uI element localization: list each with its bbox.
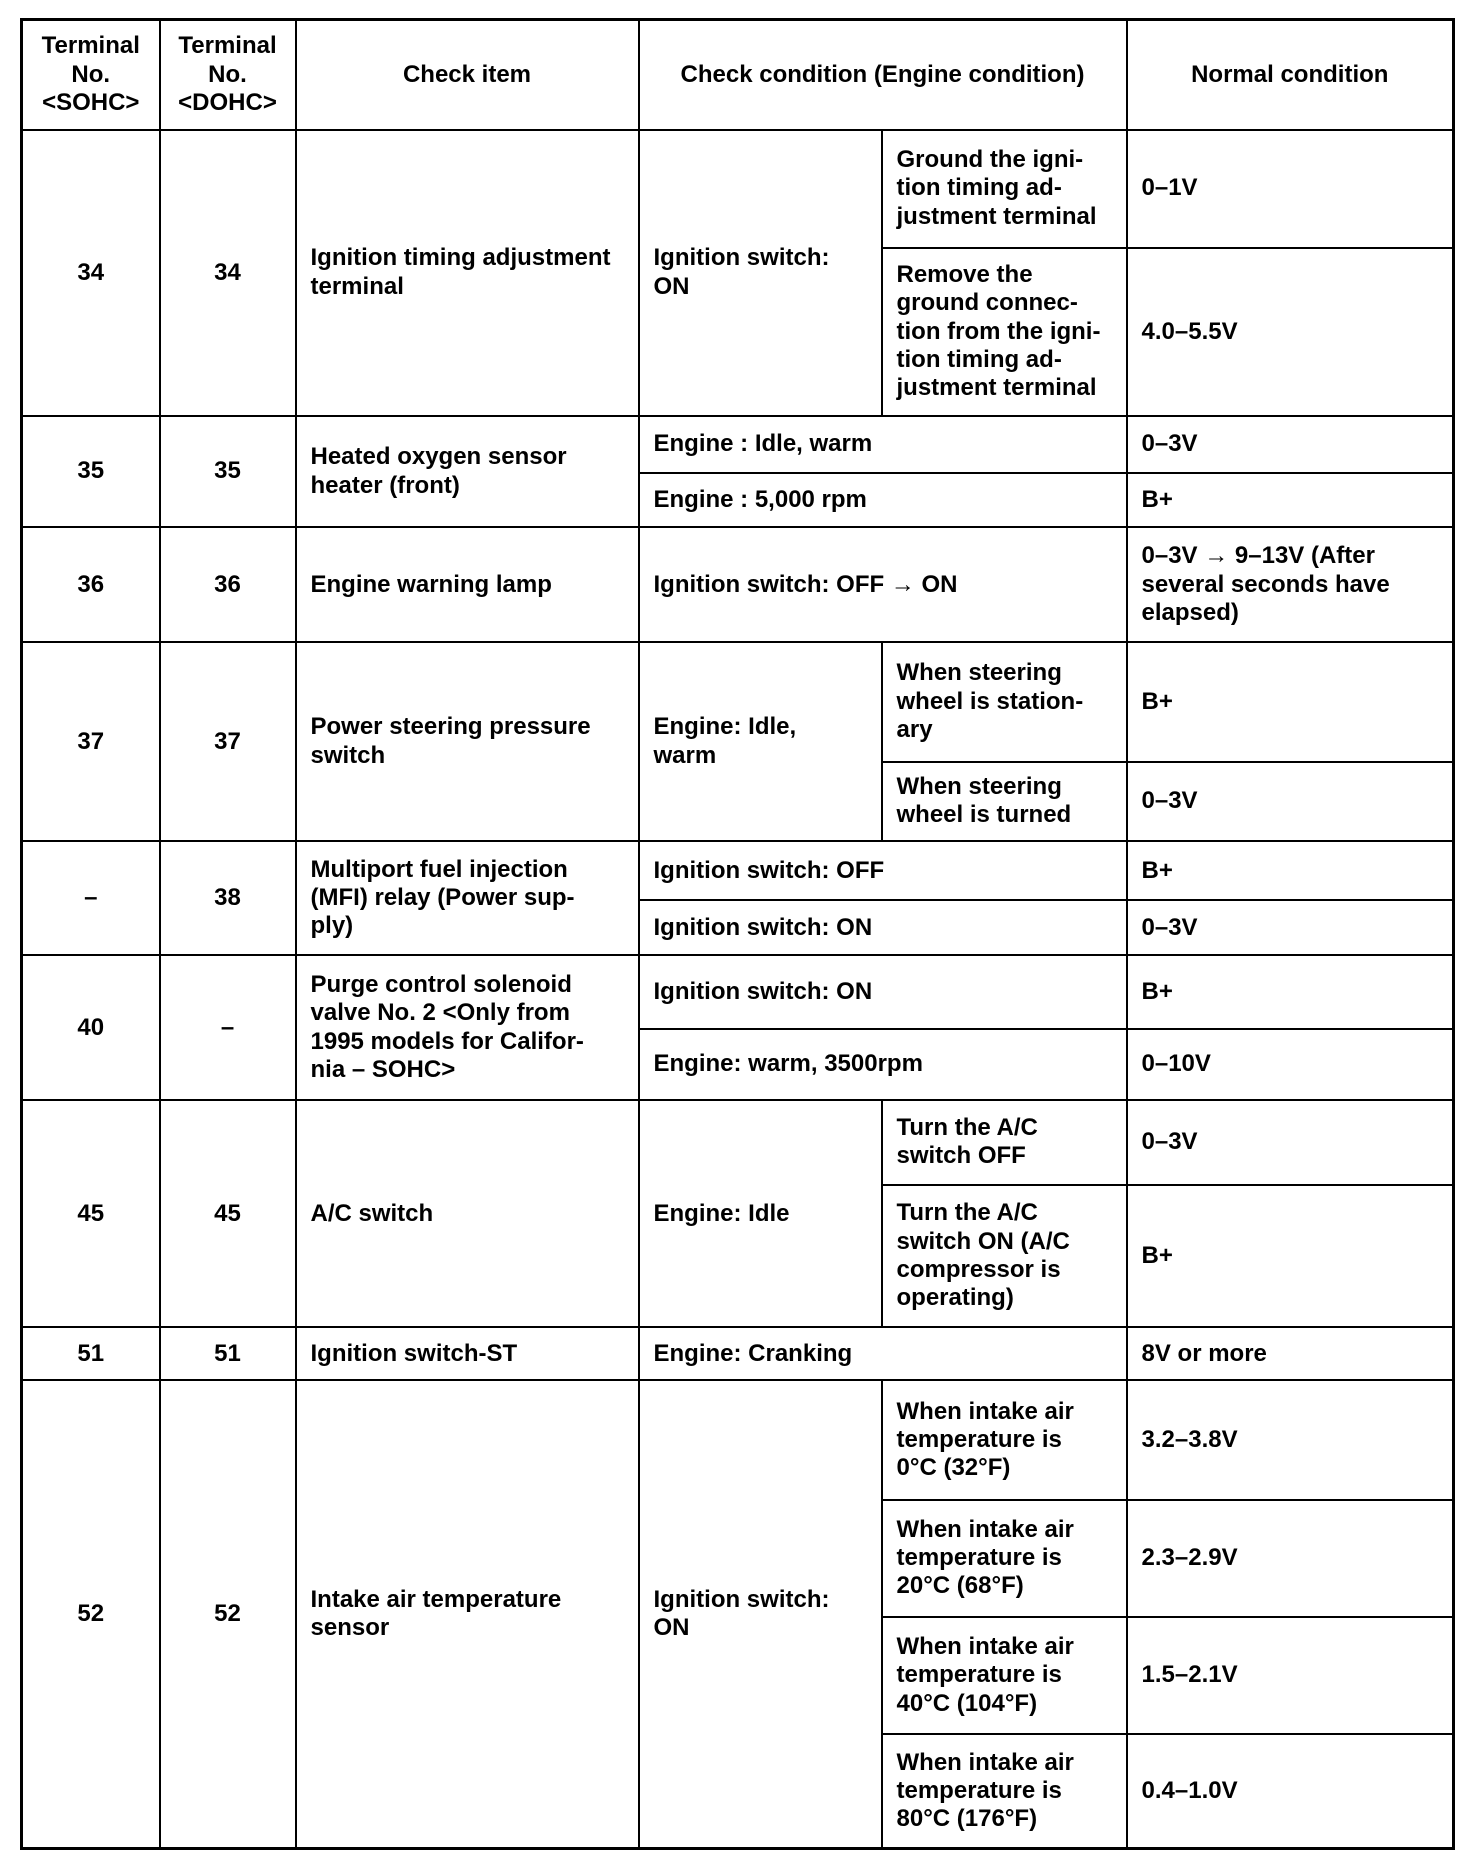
normal-condition: B+: [1127, 841, 1454, 900]
normal-condition: B+: [1127, 473, 1454, 527]
check-condition: Ignition switch: OFF → ON: [639, 527, 1127, 642]
terminal-sohc: 35: [22, 416, 160, 527]
check-sub-condition: When intake air temperature is 20°C (68°F): [882, 1500, 1127, 1617]
check-sub-condition: When intake air temperature is 0°C (32°F): [882, 1380, 1127, 1499]
table-row: [22, 416, 1454, 473]
table-row: [22, 1100, 1454, 1185]
check-sub-condition: When intake air temperature is 80°C (176°F): [882, 1734, 1127, 1848]
check-sub-condition: Turn the A/C switch OFF: [882, 1100, 1127, 1185]
check-sub-condition: Ground the igni- tion timing ad- justment terminal: [882, 130, 1127, 248]
normal-condition: 4.0–5.5V: [1127, 248, 1454, 416]
normal-condition: 2.3–2.9V: [1127, 1500, 1454, 1617]
check-item: Heated oxygen sensor heater (front): [296, 416, 639, 527]
check-item: A/C switch: [296, 1100, 639, 1327]
normal-condition: 0–1V: [1127, 130, 1454, 248]
terminal-sohc: 51: [22, 1327, 160, 1380]
table-row: [22, 841, 1454, 900]
normal-condition: 0.4–1.0V: [1127, 1734, 1454, 1848]
terminal-check-table: [20, 18, 1455, 1850]
check-item: Engine warning lamp: [296, 527, 639, 642]
check-sub-condition: When steering wheel is station- ary: [882, 642, 1127, 761]
normal-condition: B+: [1127, 642, 1454, 761]
check-condition: Ignition switch: OFF: [639, 841, 1127, 900]
terminal-sohc: 45: [22, 1100, 160, 1327]
terminal-dohc: 52: [160, 1380, 296, 1848]
terminal-sohc: 37: [22, 642, 160, 841]
header-normal-condition: Normal condition: [1127, 20, 1454, 130]
normal-condition: B+: [1127, 955, 1454, 1028]
table-row: [22, 642, 1454, 761]
terminal-sohc: 36: [22, 527, 160, 642]
terminal-dohc: –: [160, 955, 296, 1100]
check-condition: Engine: Idle: [639, 1100, 882, 1327]
check-item: Power steering pressure switch: [296, 642, 639, 841]
check-condition: Engine: warm, 3500rpm: [639, 1029, 1127, 1100]
check-item: Intake air temperature sensor: [296, 1380, 639, 1848]
check-condition: Ignition switch: ON: [639, 955, 1127, 1028]
terminal-dohc: 45: [160, 1100, 296, 1327]
check-condition: Engine: Idle, warm: [639, 642, 882, 841]
check-condition: Ignition switch: ON: [639, 130, 882, 416]
check-sub-condition: Turn the A/C switch ON (A/C compressor is operating): [882, 1185, 1127, 1328]
normal-condition: 3.2–3.8V: [1127, 1380, 1454, 1499]
normal-condition: B+: [1127, 1185, 1454, 1328]
terminal-dohc: 36: [160, 527, 296, 642]
check-condition: Ignition switch: ON: [639, 900, 1127, 955]
terminal-sohc: 40: [22, 955, 160, 1100]
check-sub-condition: When intake air temperature is 40°C (104°F): [882, 1617, 1127, 1734]
check-item: Ignition switch-ST: [296, 1327, 639, 1380]
table-row: [22, 130, 1454, 248]
normal-condition: 0–3V: [1127, 416, 1454, 473]
terminal-sohc: –: [22, 841, 160, 955]
header-terminal-dohc: Terminal No. <DOHC>: [160, 20, 296, 130]
check-sub-condition: When steering wheel is turned: [882, 762, 1127, 842]
header-row: [22, 20, 1454, 130]
terminal-dohc: 35: [160, 416, 296, 527]
terminal-dohc: 34: [160, 130, 296, 416]
terminal-dohc: 51: [160, 1327, 296, 1380]
normal-condition: 0–10V: [1127, 1029, 1454, 1100]
normal-condition: 0–3V → 9–13V (After several seconds have elapsed): [1127, 527, 1454, 642]
header-terminal-sohc: Terminal No. <SOHC>: [22, 20, 160, 130]
terminal-sohc: 34: [22, 130, 160, 416]
normal-condition: 0–3V: [1127, 762, 1454, 842]
check-item: Multiport fuel injection (MFI) relay (Power sup- ply): [296, 841, 639, 955]
check-condition: Engine: Cranking: [639, 1327, 1127, 1380]
normal-condition: 8V or more: [1127, 1327, 1454, 1380]
normal-condition: 0–3V: [1127, 1100, 1454, 1185]
terminal-dohc: 38: [160, 841, 296, 955]
table-row: [22, 1327, 1454, 1380]
check-condition: Engine : Idle, warm: [639, 416, 1127, 473]
check-item: Purge control solenoid valve No. 2 <Only from 1995 models for Califor- nia – SOHC>: [296, 955, 639, 1100]
header-check-condition: Check condition (Engine condition): [639, 20, 1127, 130]
table-row: [22, 527, 1454, 642]
terminal-sohc: 52: [22, 1380, 160, 1848]
terminal-check-table-sheet: [20, 18, 1452, 1850]
check-sub-condition: Remove the ground connec- tion from the igni- tion timing ad- justment terminal: [882, 248, 1127, 416]
table-row: [22, 1380, 1454, 1499]
header-check-item: Check item: [296, 20, 639, 130]
table-row: [22, 955, 1454, 1028]
normal-condition: 0–3V: [1127, 900, 1454, 955]
normal-condition: 1.5–2.1V: [1127, 1617, 1454, 1734]
terminal-dohc: 37: [160, 642, 296, 841]
check-condition: Engine : 5,000 rpm: [639, 473, 1127, 527]
check-item: Ignition timing adjustment terminal: [296, 130, 639, 416]
check-condition: Ignition switch: ON: [639, 1380, 882, 1848]
